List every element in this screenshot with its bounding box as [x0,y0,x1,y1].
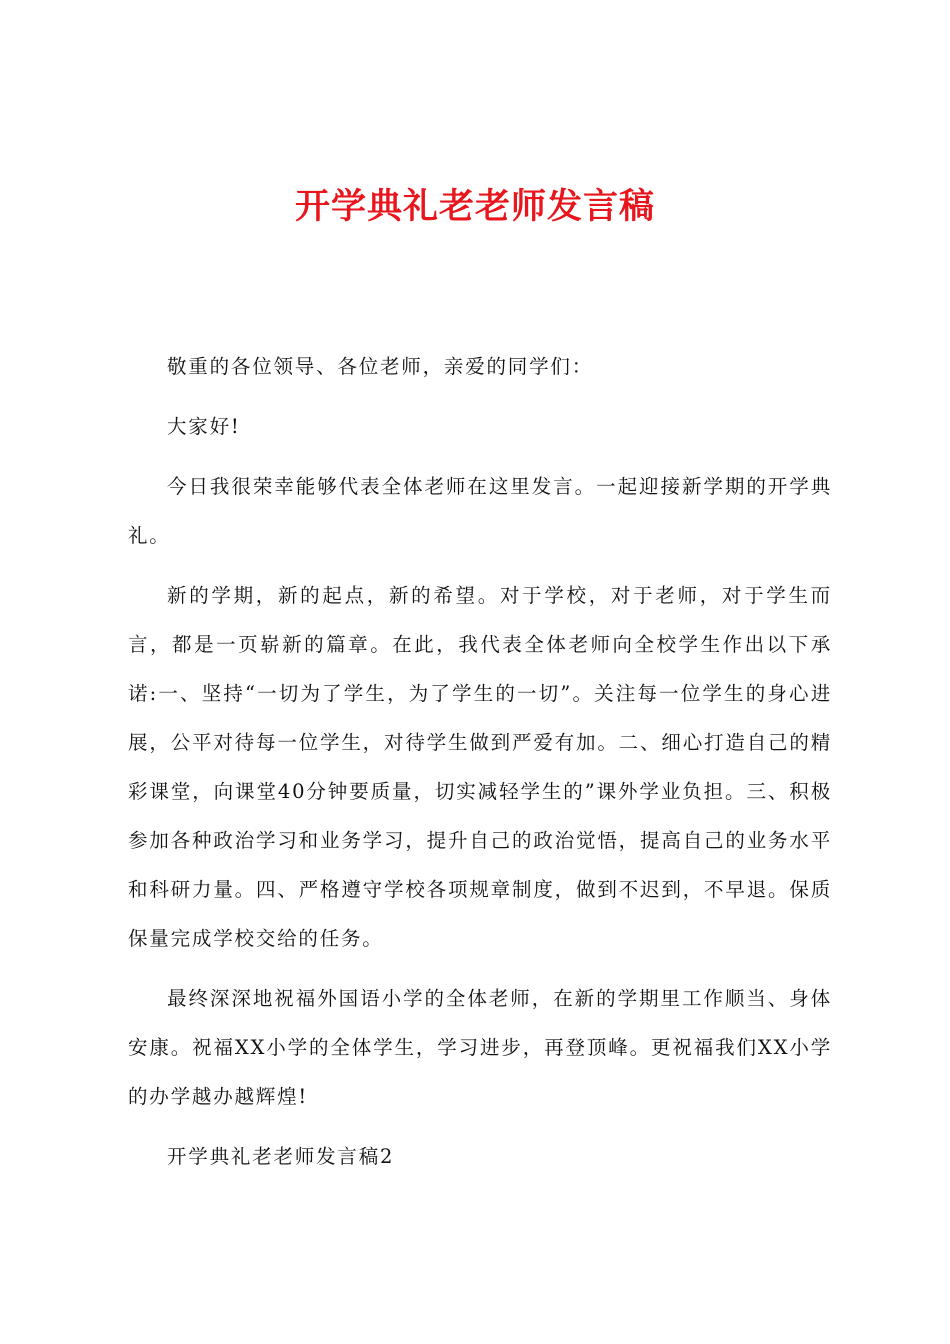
document-title: 开学典礼老老师发言稿 [294,186,655,227]
next-section-heading: 开学典礼老老师发言稿2 [167,1145,395,1168]
greeting-paragraph: 大家好! [167,415,241,438]
commitment-paragraph: 新的学期，新的起点，新的希望。对于学校，对于老师，对于学生而言，都是一页崭新的篇章。在此，我代表全体老师向全校学生作出以下承诺:一、坚持“一切为了学生，为了学生的一切”。关注每一位学生的身心进展，公平对待每一位学生，对待学生做到严爱有加。二、细心打造自己的精彩课堂，向课堂40分钟要质量，切实减轻学生的”课外学业负担。三、积极参加各种政治学习和业务学习，提升自己的政治觉悟，提高自己的业务水平和科研力量。四、严格遵守学校各项规章制度，做到不迟到，不早退。保质保量完成学校交给的任务。 [128,584,832,950]
intro-paragraph: 今日我很荣幸能够代表全体老师在这里发言。一起迎接新学期的开学典礼。 [128,475,832,547]
salutation-paragraph: 敬重的各位领导、各位老师，亲爱的同学们： [167,355,594,378]
closing-paragraph: 最终深深地祝福外国语小学的全体老师，在新的学期里工作顺当、身体安康。祝福XX小学的全体学生，学习进步，再登顶峰。更祝福我们XX小学的办学越办越辉煌! [128,987,832,1108]
document-body [128,342,832,1192]
